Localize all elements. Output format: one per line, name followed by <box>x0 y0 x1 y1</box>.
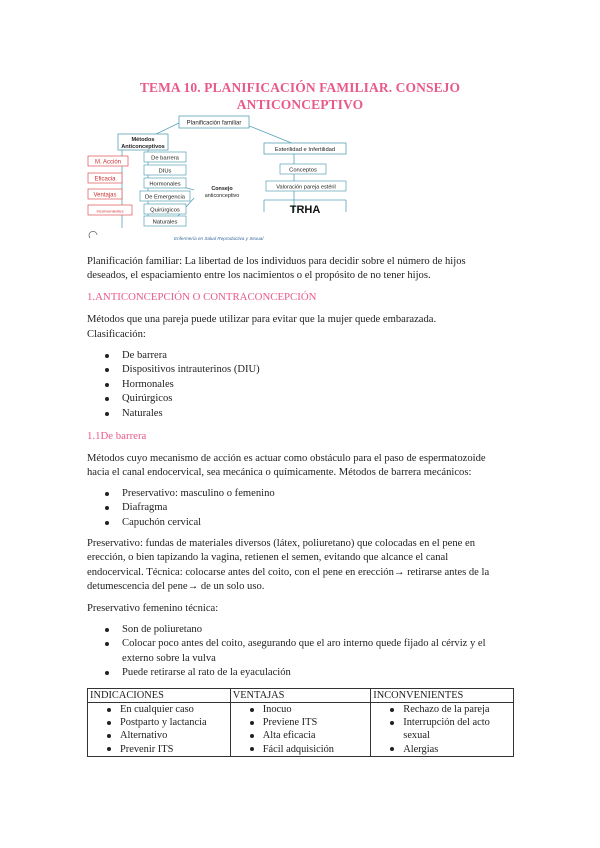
cell-item-text: sexual <box>403 730 430 742</box>
diagram-method: Naturales <box>152 219 178 226</box>
diagram-consejo-label: Consejo <box>211 186 233 192</box>
diagram-concepts-label: Conceptos <box>289 167 317 174</box>
paragraph-line: hacia el canal endocervical, sea mecánica o químicamente. Métodos de barrera mecánicos: <box>87 467 472 478</box>
cell-item: En cualquier caso <box>90 703 228 716</box>
cell-item: Previene ITS <box>233 716 369 729</box>
list-item-text: Colocar poco antes del coito, asegurando que el aro interno quede fijado al cérviz y el <box>122 638 486 650</box>
intro-line: deseados, el espaciamiento entre los nacimientos o el propósito de no tener hijos. <box>87 270 431 281</box>
table-cell <box>230 703 371 757</box>
indications-table <box>87 688 514 757</box>
diagram-trha-label: TRHA <box>289 204 321 216</box>
diagram-footer-label: Enfermería en Salud Reproductiva y Sexual <box>174 236 264 241</box>
paragraph-line: Métodos cuyo mecanismo de acción es actuar como obstáculo para el paso de espermatozoide <box>87 453 486 464</box>
diagram-methods-label: Anticonceptivos <box>121 144 165 150</box>
cell-item: Postparto y lactancia <box>90 716 228 729</box>
list-item-text: Son de poliuretano <box>122 624 203 635</box>
diagram-method: Quirúrgicos <box>150 207 180 214</box>
paragraph-line: Métodos que una pareja puede utilizar para evitar que la mujer quede embarazada. <box>87 314 437 325</box>
list-item: Dispositivos intrauterinos (DIU) <box>87 363 260 377</box>
diagram-consejo-label: anticonceptivo <box>204 193 240 199</box>
diagram-sterility-label: Esterilidad e Infertilidad <box>274 147 336 153</box>
classification-list <box>87 349 260 421</box>
list-item: Preservativo: masculino o femenino <box>87 487 275 501</box>
list-item: Hormonales <box>87 378 260 392</box>
paragraph-line: Clasificación: <box>87 329 146 340</box>
cell-item: Alternativo <box>90 729 228 742</box>
table-header: INDICACIONES <box>88 689 231 703</box>
table-cell <box>371 703 514 757</box>
technique-list <box>87 623 486 681</box>
diagram-method: De Emergencia <box>145 194 185 201</box>
list-item: Naturales <box>87 407 260 421</box>
diagram-tag: Ventajas <box>93 192 117 199</box>
cell-item-text: Alergias <box>403 743 439 755</box>
diagram-tag: Inconvenientes <box>96 208 124 214</box>
barrier-methods-list <box>87 487 275 530</box>
section-heading: 1.1De barrera <box>87 430 147 442</box>
diagram-methods-label: Métodos <box>131 137 155 143</box>
list-item: De barrera <box>87 349 260 363</box>
intro-line: Planificación familiar: La libertad de los individuos para decidir sobre el número de hijos <box>87 256 466 267</box>
table-header: VENTAJAS <box>230 689 371 703</box>
list-item-text: Puede retirarse al rato de la eyaculación <box>122 667 291 679</box>
diagram-root-label: Planificación familiar <box>186 120 242 127</box>
list-item <box>87 666 486 680</box>
table-cell <box>88 703 231 757</box>
cell-item <box>373 703 511 716</box>
page-title <box>0 79 600 113</box>
cell-item: Fácil adquisición <box>233 743 369 756</box>
list-item: Quirúrgicos <box>87 392 260 406</box>
table-row <box>88 703 514 757</box>
diagram-method: DIUs <box>158 168 172 175</box>
diagram-valoracion-label: Valoración pareja estéril <box>276 184 336 191</box>
diagram-tag: Eficacia <box>94 176 116 183</box>
cell-item-text: Rechazo de la pareja <box>403 704 490 715</box>
list-item: Capuchón cervical <box>87 516 275 530</box>
cell-item: Prevenir ITS <box>90 743 228 756</box>
table-header-row <box>88 689 514 703</box>
diagram-method: Hormonales <box>149 181 181 188</box>
cell-item: Alta eficacia <box>233 729 369 742</box>
paragraph-line: Preservativo femenino técnica: <box>87 603 219 614</box>
cell-item <box>373 743 511 756</box>
concept-map-diagram <box>84 112 350 248</box>
table-header: INCONVENIENTES <box>371 689 514 703</box>
title-line: TEMA 10. PLANIFICACIÓN FAMILIAR. CONSEJO <box>139 80 461 96</box>
title-line: ANTICONCEPTIVO <box>236 97 364 113</box>
cell-item-text: Interrupción del acto <box>403 717 490 729</box>
list-item: Diafragma <box>87 501 275 515</box>
paragraph-line: Preservativo: fundas de materiales diversos (látex, poliuretano) que colocadas en el pene en <box>87 538 475 549</box>
list-item-text: externo sobre la vulva <box>122 652 216 664</box>
cell-item: Inocuo <box>233 703 369 716</box>
paragraph-line: detumescencia del pene→ de un solo uso. <box>87 581 265 592</box>
list-item <box>87 637 486 666</box>
cell-item <box>373 716 511 742</box>
paragraph-line: endocervical. Técnica: colocarse antes del coito, con el pene en erección→ retirarse antes de la <box>87 567 490 578</box>
section-heading: 1.ANTICONCEPCIÓN O CONTRACONCEPCIÓN <box>87 291 317 303</box>
list-item <box>87 623 486 637</box>
paragraph-line: erección, o bien tapizando la vagina, retienen el semen, evitando que alcance el canal <box>87 552 449 563</box>
diagram-method: De barrera <box>151 155 179 162</box>
diagram-tag: M. Acción <box>94 159 122 166</box>
